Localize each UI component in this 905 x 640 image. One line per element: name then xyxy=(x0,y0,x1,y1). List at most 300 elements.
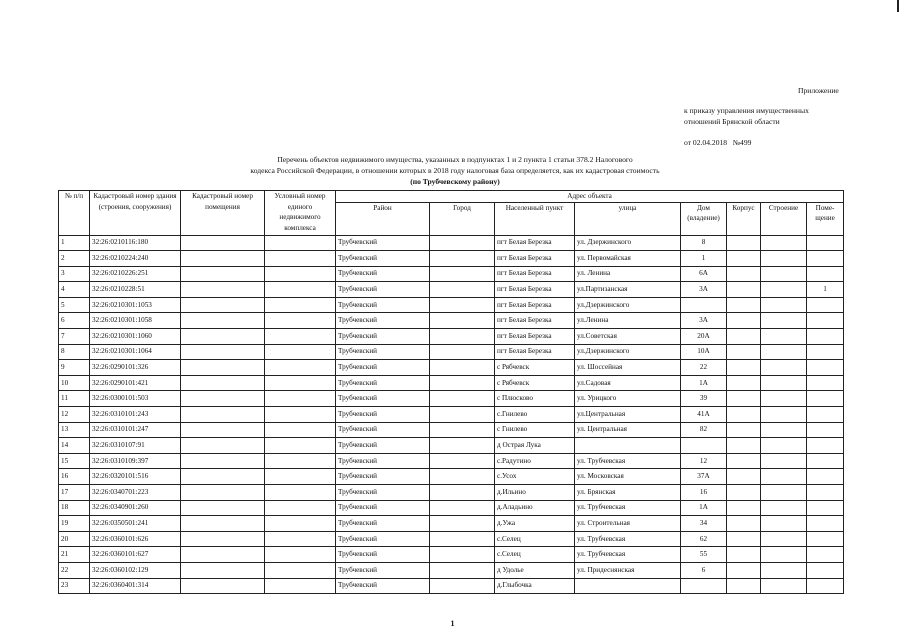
building-cell xyxy=(761,266,807,282)
property-table xyxy=(58,190,844,594)
premises-cad-cell xyxy=(181,297,265,313)
street-cell xyxy=(575,438,681,454)
premises-cad-cell xyxy=(181,422,265,438)
cadastral-number-cell: 32:26:0300101:503 xyxy=(90,391,181,407)
district-cell: Трубчевский xyxy=(336,344,430,360)
building-cell xyxy=(761,375,807,391)
street-cell: ул. Строительная xyxy=(575,516,681,532)
premises-cell xyxy=(807,297,844,313)
premises-cell xyxy=(807,266,844,282)
premises-cell xyxy=(807,422,844,438)
city-cell xyxy=(430,297,495,313)
city-cell xyxy=(430,485,495,501)
house-cell: 8 xyxy=(681,235,727,251)
settlement-cell: пгт Белая Березка xyxy=(495,297,575,313)
settlement-cell: с.Гнилево xyxy=(495,407,575,423)
building-cell xyxy=(761,329,807,345)
title-line-3: (по Трубчевскому району) xyxy=(410,177,500,186)
complex-number-cell xyxy=(265,235,336,251)
korpus-cell xyxy=(727,422,761,438)
building-cell xyxy=(761,469,807,485)
premises-cad-cell xyxy=(181,360,265,376)
korpus-cell xyxy=(727,453,761,469)
settlement-cell: с Гнилево xyxy=(495,422,575,438)
street-cell xyxy=(575,578,681,594)
table-row xyxy=(59,297,844,313)
street-cell: ул.Советская xyxy=(575,329,681,345)
premises-cad-cell xyxy=(181,531,265,547)
table-row xyxy=(59,516,844,532)
street-cell: ул. Шоссейная xyxy=(575,360,681,376)
district-cell: Трубчевский xyxy=(336,531,430,547)
header-cad-building: Кадастровый номер здания (строения, сооружения) xyxy=(90,191,181,236)
premises-cad-cell xyxy=(181,329,265,345)
header-row-1 xyxy=(59,191,844,203)
complex-number-cell xyxy=(265,344,336,360)
complex-number-cell xyxy=(265,407,336,423)
house-cell: 6 xyxy=(681,562,727,578)
premises-cad-cell xyxy=(181,407,265,423)
district-cell: Трубчевский xyxy=(336,360,430,376)
city-cell xyxy=(430,578,495,594)
premises-cad-cell xyxy=(181,344,265,360)
korpus-cell xyxy=(727,313,761,329)
row-number: 18 xyxy=(59,500,90,516)
complex-number-cell xyxy=(265,485,336,501)
row-number: 14 xyxy=(59,438,90,454)
building-cell xyxy=(761,531,807,547)
row-number: 22 xyxy=(59,562,90,578)
korpus-cell xyxy=(727,578,761,594)
premises-cad-cell xyxy=(181,438,265,454)
settlement-cell: с.Селец xyxy=(495,531,575,547)
table-row xyxy=(59,453,844,469)
settlement-cell: с.Усох xyxy=(495,469,575,485)
house-cell: 22 xyxy=(681,360,727,376)
city-cell xyxy=(430,469,495,485)
cadastral-number-cell: 32:26:0320101:516 xyxy=(90,469,181,485)
house-cell: 39 xyxy=(681,391,727,407)
city-cell xyxy=(430,438,495,454)
district-cell: Трубчевский xyxy=(336,469,430,485)
complex-number-cell xyxy=(265,297,336,313)
house-cell: 1 xyxy=(681,251,727,267)
premises-cad-cell xyxy=(181,282,265,298)
korpus-cell xyxy=(727,375,761,391)
premises-cad-cell xyxy=(181,391,265,407)
building-cell xyxy=(761,344,807,360)
header-premises: Поме-щение xyxy=(807,202,844,235)
building-cell xyxy=(761,562,807,578)
city-cell xyxy=(430,235,495,251)
house-cell: 1А xyxy=(681,375,727,391)
city-cell xyxy=(430,375,495,391)
cadastral-number-cell: 32:26:0310109:397 xyxy=(90,453,181,469)
table-row xyxy=(59,531,844,547)
house-cell xyxy=(681,578,727,594)
street-cell: ул. Первомайская xyxy=(575,251,681,267)
complex-number-cell xyxy=(265,453,336,469)
korpus-cell xyxy=(727,500,761,516)
row-number: 23 xyxy=(59,578,90,594)
complex-number-cell xyxy=(265,266,336,282)
page-number: 1 xyxy=(450,619,455,628)
district-cell: Трубчевский xyxy=(336,251,430,267)
row-number: 12 xyxy=(59,407,90,423)
cadastral-number-cell: 32:26:0310101:247 xyxy=(90,422,181,438)
house-cell: 37А xyxy=(681,469,727,485)
settlement-cell: д.Ильино xyxy=(495,485,575,501)
complex-number-cell xyxy=(265,578,336,594)
table-row xyxy=(59,251,844,267)
settlement-cell: д.Аладьино xyxy=(495,500,575,516)
complex-number-cell xyxy=(265,547,336,563)
premises-cell xyxy=(807,578,844,594)
complex-number-cell xyxy=(265,360,336,376)
korpus-cell xyxy=(727,438,761,454)
complex-number-cell xyxy=(265,422,336,438)
street-cell: ул. Ленина xyxy=(575,266,681,282)
complex-number-cell xyxy=(265,329,336,345)
complex-number-cell xyxy=(265,469,336,485)
house-cell: 16 xyxy=(681,485,727,501)
korpus-cell xyxy=(727,469,761,485)
district-cell: Трубчевский xyxy=(336,391,430,407)
korpus-cell xyxy=(727,391,761,407)
row-number: 4 xyxy=(59,282,90,298)
building-cell xyxy=(761,516,807,532)
house-cell: 82 xyxy=(681,422,727,438)
premises-cell xyxy=(807,375,844,391)
street-cell: ул.Ленина xyxy=(575,313,681,329)
row-number: 17 xyxy=(59,485,90,501)
row-number: 3 xyxy=(59,266,90,282)
premises-cad-cell xyxy=(181,251,265,267)
premises-cell xyxy=(807,547,844,563)
district-cell: Трубчевский xyxy=(336,407,430,423)
cadastral-number-cell: 32:26:0210226:251 xyxy=(90,266,181,282)
district-cell: Трубчевский xyxy=(336,547,430,563)
header-complex: Условный номер единого недвижимого комплекса xyxy=(265,191,336,236)
cadastral-number-cell: 32:26:0210301:1053 xyxy=(90,297,181,313)
premises-cell xyxy=(807,344,844,360)
premises-cad-cell xyxy=(181,313,265,329)
premises-cell xyxy=(807,516,844,532)
street-cell: ул. Брянская xyxy=(575,485,681,501)
house-cell: 62 xyxy=(681,531,727,547)
row-number: 20 xyxy=(59,531,90,547)
cadastral-number-cell: 32:26:0210228:51 xyxy=(90,282,181,298)
city-cell xyxy=(430,266,495,282)
settlement-cell: с Плюсково xyxy=(495,391,575,407)
city-cell xyxy=(430,360,495,376)
city-cell xyxy=(430,531,495,547)
building-cell xyxy=(761,547,807,563)
korpus-cell xyxy=(727,297,761,313)
city-cell xyxy=(430,547,495,563)
settlement-cell: пгт Белая Березка xyxy=(495,266,575,282)
district-cell: Трубчевский xyxy=(336,329,430,345)
korpus-cell xyxy=(727,562,761,578)
complex-number-cell xyxy=(265,500,336,516)
header-district: Район xyxy=(336,202,430,235)
row-number: 2 xyxy=(59,251,90,267)
premises-cad-cell xyxy=(181,485,265,501)
korpus-cell xyxy=(727,531,761,547)
complex-number-cell xyxy=(265,516,336,532)
cadastral-number-cell: 32:26:0290101:326 xyxy=(90,360,181,376)
premises-cell xyxy=(807,329,844,345)
order-date: от 02.04.2018 xyxy=(684,138,728,147)
street-cell: ул.Дзержинского xyxy=(575,297,681,313)
district-cell: Трубчевский xyxy=(336,578,430,594)
korpus-cell xyxy=(727,329,761,345)
complex-number-cell xyxy=(265,375,336,391)
house-cell xyxy=(681,438,727,454)
settlement-cell: с Рябчевск xyxy=(495,375,575,391)
cadastral-number-cell: 32:26:0360101:626 xyxy=(90,531,181,547)
cadastral-number-cell: 32:26:0210301:1064 xyxy=(90,344,181,360)
table-row xyxy=(59,391,844,407)
scan-edge-mark xyxy=(897,0,899,12)
premises-cell xyxy=(807,562,844,578)
table-row xyxy=(59,438,844,454)
header-street: улица xyxy=(575,202,681,235)
settlement-cell: с Рябчевск xyxy=(495,360,575,376)
cadastral-number-cell: 32:26:0310101:243 xyxy=(90,407,181,423)
header-house: Дом (владение) xyxy=(681,202,727,235)
row-number: 8 xyxy=(59,344,90,360)
korpus-cell xyxy=(727,266,761,282)
header-cad-premises: Кадастровый номер помещения xyxy=(181,191,265,236)
table-row xyxy=(59,360,844,376)
district-cell: Трубчевский xyxy=(336,282,430,298)
cadastral-number-cell: 32:26:0210301:1060 xyxy=(90,329,181,345)
premises-cad-cell xyxy=(181,235,265,251)
cadastral-number-cell: 32:26:0360401:314 xyxy=(90,578,181,594)
settlement-cell: пгт Белая Березка xyxy=(495,235,575,251)
settlement-cell: пгт Белая Березка xyxy=(495,282,575,298)
title-line-2: кодекса Российской Федерации, в отношении которых в 2018 году налоговая база определяется, как их кадастровая стоимость xyxy=(250,166,660,175)
complex-number-cell xyxy=(265,282,336,298)
settlement-cell: с.Селец xyxy=(495,547,575,563)
table-row xyxy=(59,282,844,298)
city-cell xyxy=(430,329,495,345)
building-cell xyxy=(761,251,807,267)
appendix-label: Приложение xyxy=(798,86,839,95)
building-cell xyxy=(761,438,807,454)
complex-number-cell xyxy=(265,313,336,329)
street-cell: ул.Садовая xyxy=(575,375,681,391)
premises-cell xyxy=(807,500,844,516)
premises-cad-cell xyxy=(181,578,265,594)
district-cell: Трубчевский xyxy=(336,438,430,454)
cadastral-number-cell: 32:26:0210301:1058 xyxy=(90,313,181,329)
street-cell: ул.Партизанская xyxy=(575,282,681,298)
header-building: Строение xyxy=(761,202,807,235)
row-number: 13 xyxy=(59,422,90,438)
premises-cad-cell xyxy=(181,375,265,391)
table-row xyxy=(59,375,844,391)
header-num: № п/п xyxy=(59,191,90,236)
row-number: 21 xyxy=(59,547,90,563)
street-cell: ул. Придеснянская xyxy=(575,562,681,578)
district-cell: Трубчевский xyxy=(336,313,430,329)
building-cell xyxy=(761,500,807,516)
premises-cad-cell xyxy=(181,453,265,469)
city-cell xyxy=(430,344,495,360)
settlement-cell: пгт Белая Березка xyxy=(495,251,575,267)
cadastral-number-cell: 32:26:0310107:91 xyxy=(90,438,181,454)
city-cell xyxy=(430,422,495,438)
settlement-cell: с.Радутино xyxy=(495,453,575,469)
house-cell: 41А xyxy=(681,407,727,423)
building-cell xyxy=(761,485,807,501)
street-cell: ул. Центральная xyxy=(575,422,681,438)
district-cell: Трубчевский xyxy=(336,562,430,578)
premises-cell xyxy=(807,453,844,469)
order-number: №499 xyxy=(732,138,752,147)
cadastral-number-cell: 32:26:0360102:129 xyxy=(90,562,181,578)
premises-cell xyxy=(807,531,844,547)
table-row xyxy=(59,547,844,563)
street-cell: ул. Дзержинского xyxy=(575,235,681,251)
city-cell xyxy=(430,282,495,298)
building-cell xyxy=(761,297,807,313)
premises-cell xyxy=(807,407,844,423)
building-cell xyxy=(761,360,807,376)
order-line-1: к приказу управления имущественных xyxy=(684,106,809,115)
complex-number-cell xyxy=(265,391,336,407)
cadastral-number-cell: 32:26:0360101:627 xyxy=(90,547,181,563)
row-number: 9 xyxy=(59,360,90,376)
house-cell: 12 xyxy=(681,453,727,469)
row-number: 1 xyxy=(59,235,90,251)
district-cell: Трубчевский xyxy=(336,297,430,313)
korpus-cell xyxy=(727,407,761,423)
premises-cell: 1 xyxy=(807,282,844,298)
settlement-cell: пгт Белая Березка xyxy=(495,329,575,345)
house-cell: 3А xyxy=(681,313,727,329)
korpus-cell xyxy=(727,235,761,251)
header-korpus: Корпус xyxy=(727,202,761,235)
city-cell xyxy=(430,453,495,469)
premises-cell xyxy=(807,391,844,407)
cadastral-number-cell: 32:26:0340901:260 xyxy=(90,500,181,516)
row-number: 11 xyxy=(59,391,90,407)
row-number: 7 xyxy=(59,329,90,345)
street-cell: ул. Трубчевская xyxy=(575,500,681,516)
house-cell: 3А xyxy=(681,282,727,298)
table-row xyxy=(59,500,844,516)
korpus-cell xyxy=(727,516,761,532)
table-row xyxy=(59,562,844,578)
district-cell: Трубчевский xyxy=(336,266,430,282)
cadastral-number-cell: 32:26:0210116:180 xyxy=(90,235,181,251)
street-cell: ул.Дзержинского xyxy=(575,344,681,360)
premises-cell xyxy=(807,438,844,454)
premises-cad-cell xyxy=(181,266,265,282)
table-row xyxy=(59,235,844,251)
title-line-1: Перечень объектов недвижимого имущества, указанных в подпунктах 1 и 2 пункта 1 статьи 378.2 Налогового xyxy=(277,155,633,164)
city-cell xyxy=(430,251,495,267)
building-cell xyxy=(761,422,807,438)
row-number: 5 xyxy=(59,297,90,313)
street-cell: ул.Центральная xyxy=(575,407,681,423)
table-row xyxy=(59,578,844,594)
district-cell: Трубчевский xyxy=(336,500,430,516)
house-cell: 6А xyxy=(681,266,727,282)
building-cell xyxy=(761,235,807,251)
row-number: 6 xyxy=(59,313,90,329)
complex-number-cell xyxy=(265,438,336,454)
order-line-2: отношений Брянской области xyxy=(684,117,780,126)
street-cell: ул. Трубчевская xyxy=(575,531,681,547)
table-row xyxy=(59,422,844,438)
premises-cell xyxy=(807,485,844,501)
city-cell xyxy=(430,516,495,532)
building-cell xyxy=(761,578,807,594)
building-cell xyxy=(761,391,807,407)
premises-cell xyxy=(807,313,844,329)
settlement-cell: пгт Белая Березка xyxy=(495,313,575,329)
premises-cell xyxy=(807,360,844,376)
premises-cad-cell xyxy=(181,562,265,578)
district-cell: Трубчевский xyxy=(336,375,430,391)
house-cell: 34 xyxy=(681,516,727,532)
city-cell xyxy=(430,407,495,423)
premises-cell xyxy=(807,235,844,251)
korpus-cell xyxy=(727,282,761,298)
district-cell: Трубчевский xyxy=(336,485,430,501)
house-cell: 1А xyxy=(681,500,727,516)
table-row xyxy=(59,469,844,485)
district-cell: Трубчевский xyxy=(336,422,430,438)
table-row xyxy=(59,313,844,329)
row-number: 10 xyxy=(59,375,90,391)
premises-cell xyxy=(807,469,844,485)
street-cell: ул. Урицкого xyxy=(575,391,681,407)
settlement-cell: д Удолье xyxy=(495,562,575,578)
cadastral-number-cell: 32:26:0350501:241 xyxy=(90,516,181,532)
table-row xyxy=(59,407,844,423)
row-number: 19 xyxy=(59,516,90,532)
header-address: Адрес объекта xyxy=(336,191,844,203)
settlement-cell: д.Ужа xyxy=(495,516,575,532)
korpus-cell xyxy=(727,360,761,376)
city-cell xyxy=(430,391,495,407)
premises-cad-cell xyxy=(181,516,265,532)
building-cell xyxy=(761,407,807,423)
street-cell: ул. Трубчевская xyxy=(575,547,681,563)
city-cell xyxy=(430,500,495,516)
cadastral-number-cell: 32:26:0210224:240 xyxy=(90,251,181,267)
building-cell xyxy=(761,453,807,469)
premises-cad-cell xyxy=(181,469,265,485)
order-date-line xyxy=(684,138,751,148)
street-cell: ул. Московская xyxy=(575,469,681,485)
city-cell xyxy=(430,562,495,578)
complex-number-cell xyxy=(265,251,336,267)
complex-number-cell xyxy=(265,531,336,547)
korpus-cell xyxy=(727,251,761,267)
premises-cad-cell xyxy=(181,547,265,563)
table-row xyxy=(59,485,844,501)
house-cell: 20А xyxy=(681,329,727,345)
house-cell: 10А xyxy=(681,344,727,360)
korpus-cell xyxy=(727,547,761,563)
building-cell xyxy=(761,313,807,329)
